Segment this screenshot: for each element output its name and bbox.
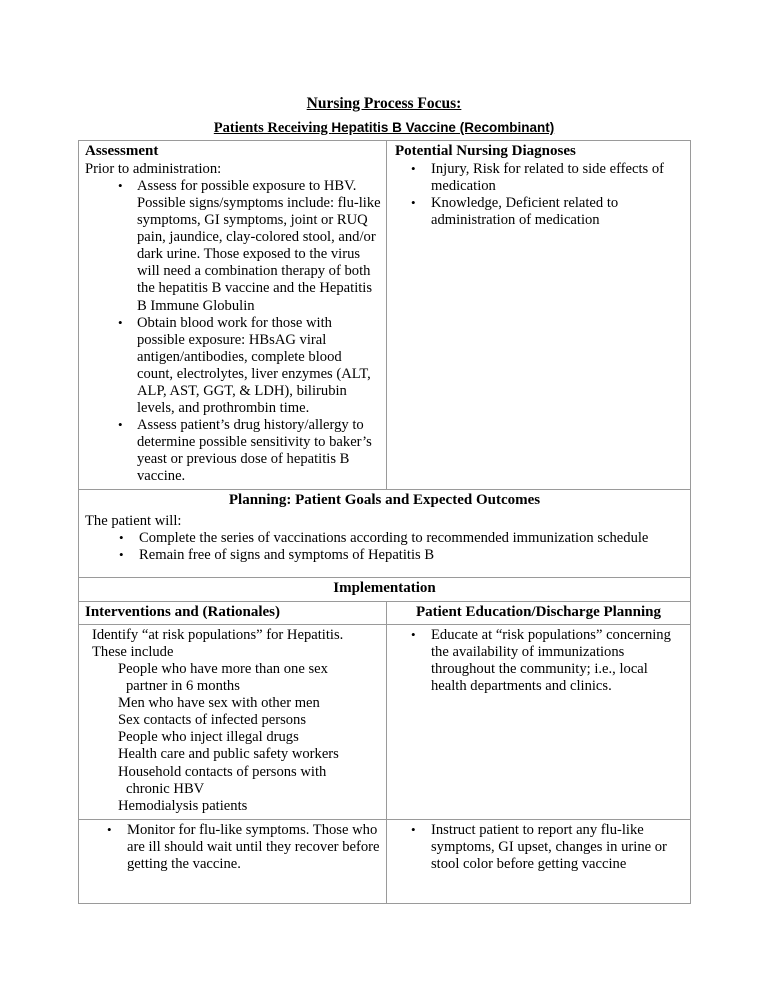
implementation-banner-row xyxy=(79,577,691,601)
nursing-process-table-wrap xyxy=(78,140,690,903)
assessment-heading: Assessment xyxy=(85,143,159,160)
page-subtitle-drug-name: Hepatitis B Vaccine (Recombinant) xyxy=(331,119,555,135)
implementation-row-1 xyxy=(79,625,691,820)
planning-row xyxy=(79,490,691,578)
page-title-text: Nursing Process Focus: xyxy=(306,95,462,112)
interventions-cell-2 xyxy=(79,819,387,903)
implementation-header-row xyxy=(79,601,691,625)
list-item: Hemodialysis patients xyxy=(118,797,248,814)
diagnoses-heading: Potential Nursing Diagnoses xyxy=(395,143,576,160)
list-item: Men who have sex with other men xyxy=(118,695,320,712)
interventions-header: Interventions and (Rationales) xyxy=(85,603,281,620)
list-item: chronic HBV xyxy=(126,780,205,797)
education-cell-1 xyxy=(387,625,691,820)
education-header: Patient Education/Discharge Planning xyxy=(415,603,662,620)
list-item: • Assess patient’s drug history/allergy to determine possible sensitivity to baker’s yeast or previous dose of hepatitis B vaccine. xyxy=(85,417,381,485)
at-risk-lead-line-2: These include xyxy=(92,644,174,661)
list-item: People who inject illegal drugs xyxy=(118,729,299,746)
list-item: Health care and public safety workers xyxy=(118,746,339,763)
planning-cell xyxy=(79,490,691,578)
education-list-1 xyxy=(395,627,684,695)
implementation-row-2 xyxy=(79,819,691,903)
planning-list xyxy=(79,530,690,564)
assessment-lead: Prior to administration: xyxy=(85,161,222,178)
list-item: • Educate at “risk populations” concerning the availability of immunizations throughout the community; i.e., local health departments and clinics. xyxy=(395,627,684,695)
at-risk-population-list xyxy=(92,661,381,815)
diagnoses-cell xyxy=(387,141,691,490)
interventions-list-2 xyxy=(85,822,381,873)
at-risk-lead-line-1: Identify “at risk populations” for Hepatitis. xyxy=(92,627,344,644)
assessment-list xyxy=(85,178,381,485)
list-item: People who have more than one sex xyxy=(118,661,328,678)
list-item: • Obtain blood work for those with possible exposure: HBsAG viral antigen/antibodies, complete blood count, electrolytes, liver enzymes (ALT, ALP, AST, GGT, & LDH), bilirubin levels, and prothrombin time. xyxy=(85,315,381,417)
education-cell-2 xyxy=(387,819,691,903)
assessment-cell xyxy=(79,141,387,490)
interventions-cell-1 xyxy=(79,625,387,820)
list-item: • Complete the series of vaccinations according to recommended immunization schedule xyxy=(79,530,690,547)
planning-heading: Planning: Patient Goals and Expected Outcomes xyxy=(228,492,541,509)
education-header-cell xyxy=(387,601,691,625)
list-item: • Assess for possible exposure to HBV. Possible signs/symptoms include: flu-like symptoms, GI symptoms, joint or RUQ pain, jaundice, clay-colored stool, and/or dark urine. Those exposed to the virus will need a combination therapy of both the hepatitis B vaccine and the Hepatitis B Immune Globulin xyxy=(85,178,381,315)
list-item: • Remain free of signs and symptoms of Hepatitis B xyxy=(79,547,690,564)
list-item: Sex contacts of infected persons xyxy=(118,712,307,729)
nursing-process-table xyxy=(78,140,691,903)
list-item: • Instruct patient to report any flu-like symptoms, GI upset, changes in urine or stool color before getting vaccine xyxy=(395,822,684,873)
list-item: Household contacts of persons with xyxy=(118,763,327,780)
page-subtitle xyxy=(0,113,768,141)
interventions-header-cell xyxy=(79,601,387,625)
list-item: • Knowledge, Deficient related to administration of medication xyxy=(395,195,684,229)
diagnoses-list xyxy=(395,161,684,229)
assessment-diagnoses-row xyxy=(79,141,691,490)
education-list-2 xyxy=(395,822,684,873)
page-subtitle-prefix: Patients Receiving xyxy=(213,119,332,136)
list-item: • Monitor for flu-like symptoms. Those who are ill should wait until they recover before getting the vaccine. xyxy=(85,822,381,873)
list-item: • Injury, Risk for related to side effects of medication xyxy=(395,161,684,195)
implementation-heading-cell xyxy=(79,577,691,601)
implementation-heading: Implementation xyxy=(333,579,436,596)
page-title xyxy=(0,0,768,113)
list-item: partner in 6 months xyxy=(126,678,240,695)
planning-lead: The patient will: xyxy=(85,512,182,529)
